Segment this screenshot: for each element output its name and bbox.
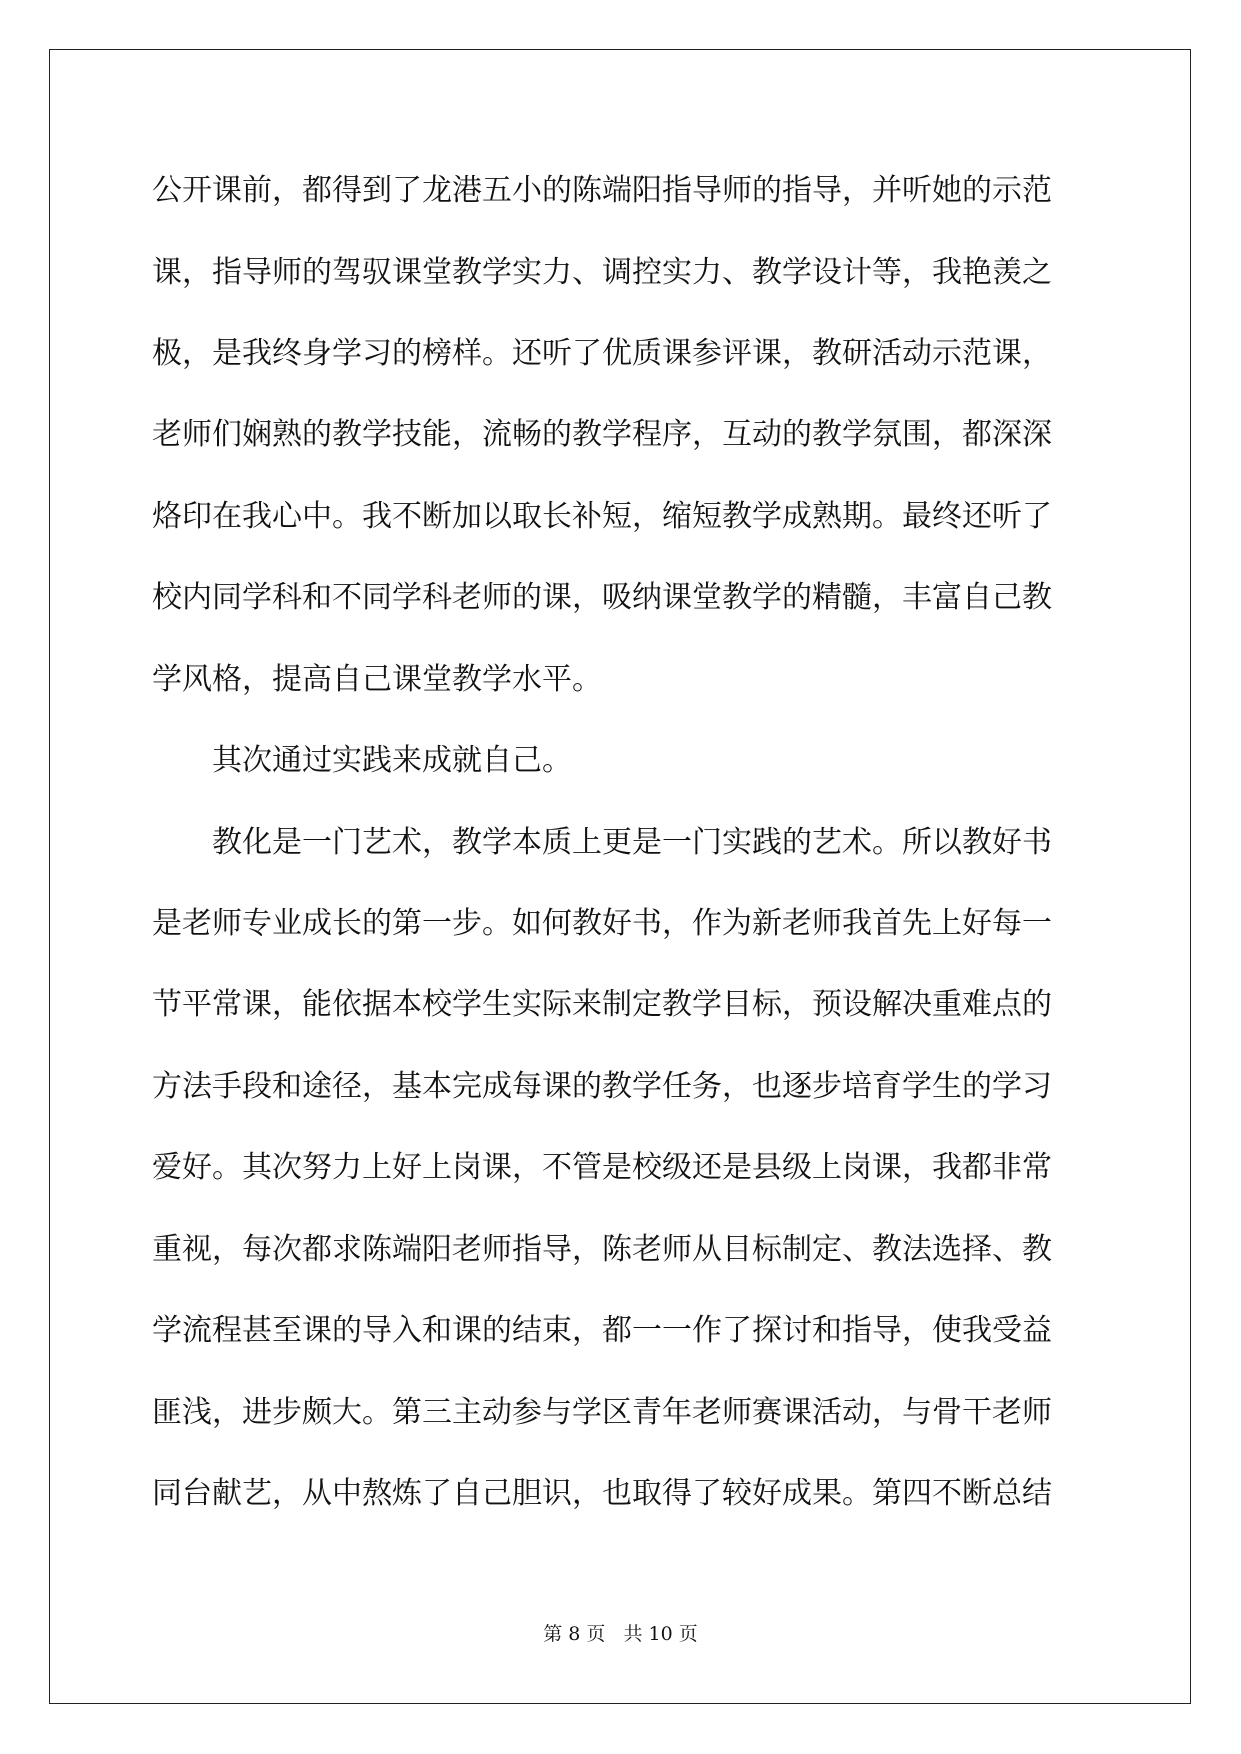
text-line: 学风格，提高自己课堂教学水平。 xyxy=(152,662,602,697)
text-line: 公开课前，都得到了龙港五小的陈端阳指导师的指导，并听她的示范 xyxy=(152,173,1052,208)
text-line: 校内同学科和不同学科老师的课，吸纳课堂教学的精髓，丰富自己教 xyxy=(152,580,1052,615)
text-line: 烙印在我心中。我不断加以取长补短，缩短教学成熟期。最终还听了 xyxy=(152,499,1052,534)
text-line: 学流程甚至课的导入和课的结束，都一一作了探讨和指导，使我受益 xyxy=(152,1313,1052,1348)
text-line: 教化是一门艺术，教学本质上更是一门实践的艺术。所以教好书 xyxy=(212,825,1052,860)
text-line: 课，指导师的驾驭课堂教学实力、调控实力、教学设计等，我艳羡之 xyxy=(152,255,1052,290)
text-line: 方法手段和途径，基本完成每课的教学任务，也逐步培育学生的学习 xyxy=(152,1069,1052,1104)
text-line: 匪浅，进步颇大。第三主动参与学区青年老师赛课活动，与骨干老师 xyxy=(152,1395,1052,1430)
text-line: 重视，每次都求陈端阳老师指导，陈老师从目标制定、教法选择、教 xyxy=(152,1232,1052,1267)
text-line: 老师们娴熟的教学技能，流畅的教学程序，互动的教学氛围，都深深 xyxy=(152,417,1052,452)
text-line: 是老师专业成长的第一步。如何教好书，作为新老师我首先上好每一 xyxy=(152,906,1052,941)
page-number-footer: 第 8 页 共 10 页 xyxy=(543,1623,698,1645)
text-line: 爱好。其次努力上好上岗课，不管是校级还是县级上岗课，我都非常 xyxy=(152,1150,1052,1185)
text-line: 同台献艺，从中熬炼了自己胆识，也取得了较好成果。第四不断总结 xyxy=(152,1476,1052,1511)
paragraph-heading-line: 其次通过实践来成就自己。 xyxy=(212,743,572,778)
text-line: 节平常课，能依据本校学生实际来制定教学目标，预设解决重难点的 xyxy=(152,987,1052,1022)
text-line: 极，是我终身学习的榜样。还听了优质课参评课，教研活动示范课， xyxy=(152,336,1052,371)
